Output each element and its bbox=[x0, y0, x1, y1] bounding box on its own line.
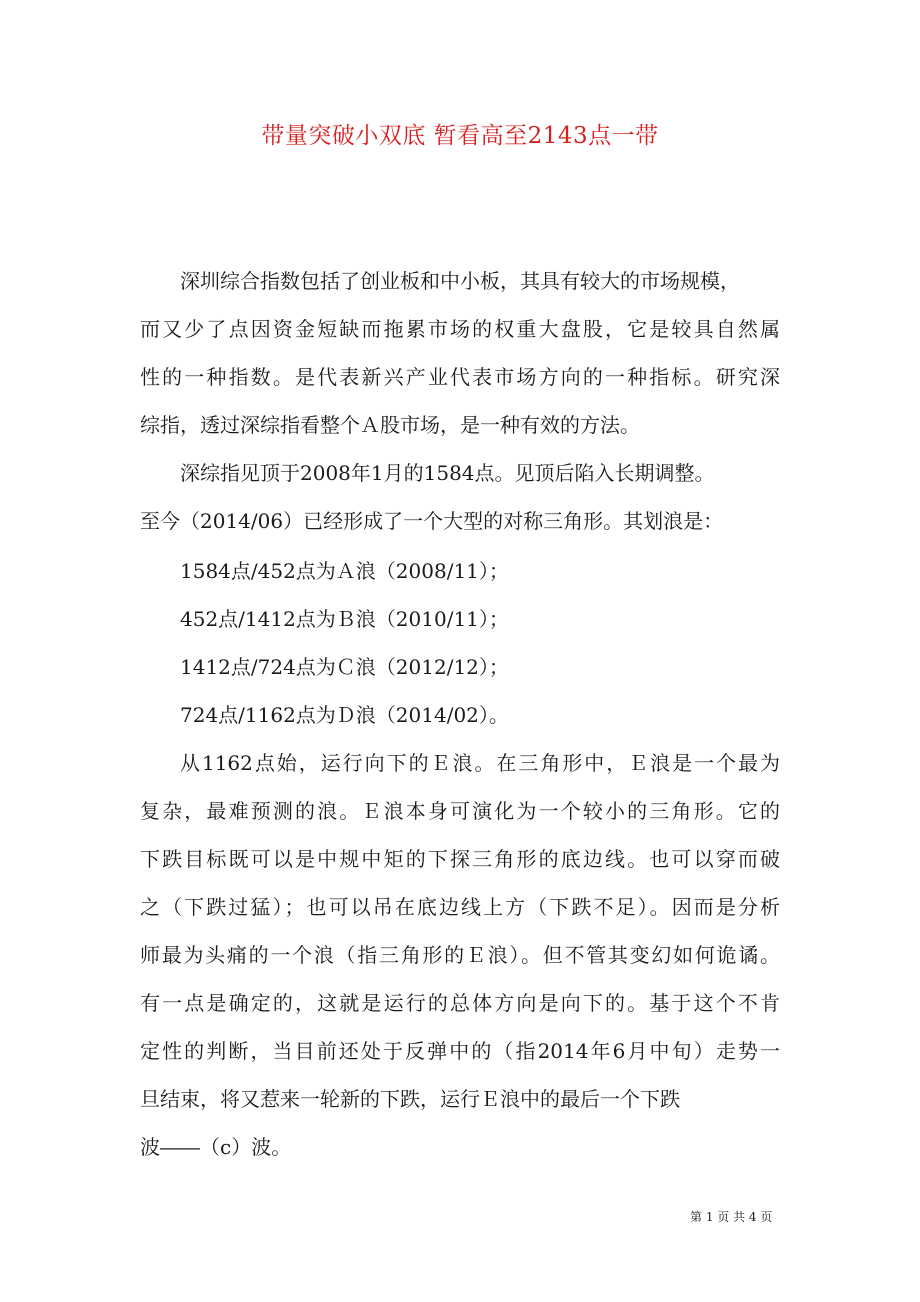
body-line-1: 深圳综合指数包括了创业板和中小板，其具有较大的市场规模， bbox=[180, 269, 740, 293]
body-line-12: 复杂，最难预测的浪。Ｅ浪本身可演化为一个较小的三角形。它的 bbox=[140, 799, 780, 823]
body-line-18: 旦结束，将又惹来一轮新的下跌，运行Ｅ浪中的最后一个下跌 bbox=[140, 1087, 680, 1111]
body-line-14: 之（下跌过猛）；也可以吊在底边线上方（下跌不足）。因而是分析 bbox=[140, 895, 780, 919]
wave-line-b: 452点/1412点为Ｂ浪（2010/11）； bbox=[180, 607, 509, 631]
body-line-15: 师最为头痛的一个浪（指三角形的Ｅ浪）。但不管其变幻如何诡谲。 bbox=[140, 943, 780, 967]
body-line-11: 从1162点始，运行向下的Ｅ浪。在三角形中，Ｅ浪是一个最为 bbox=[180, 751, 780, 775]
body-line-6: 至今（2014/06）已经形成了一个大型的对称三角形。其划浪是： bbox=[140, 509, 724, 533]
body-line-19: 波――（c）波。 bbox=[140, 1135, 292, 1159]
body-line-5: 深综指见顶于2008年1月的1584点。见顶后陷入长期调整。 bbox=[180, 461, 715, 485]
body-line-17: 定性的判断，当目前还处于反弹中的（指2014年6月中旬）走势一 bbox=[140, 1039, 780, 1063]
page-number: 第 1 页 共 4 页 bbox=[690, 1210, 773, 1224]
body-line-2: 而又少了点因资金短缺而拖累市场的权重大盘股，它是较具自然属 bbox=[140, 317, 780, 341]
body-line-3: 性的一种指数。是代表新兴产业代表市场方向的一种指标。研究深 bbox=[140, 365, 780, 389]
body-line-16: 有一点是确定的，这就是运行的总体方向是向下的。基于这个不肯 bbox=[140, 991, 780, 1015]
body-line-13: 下跌目标既可以是中规中矩的下探三角形的底边线。也可以穿而破 bbox=[140, 847, 780, 871]
wave-line-d: 724点/1162点为Ｄ浪（2014/02）。 bbox=[180, 703, 509, 727]
wave-line-a: 1584点/452点为Ａ浪（2008/11）； bbox=[180, 559, 509, 583]
document-title: 带量突破小双底 暂看高至2143点一带 bbox=[261, 123, 659, 149]
wave-line-c: 1412点/724点为Ｃ浪（2012/12）； bbox=[180, 655, 509, 679]
body-line-4: 综指，透过深综指看整个Ａ股市场，是一种有效的方法。 bbox=[140, 413, 640, 437]
